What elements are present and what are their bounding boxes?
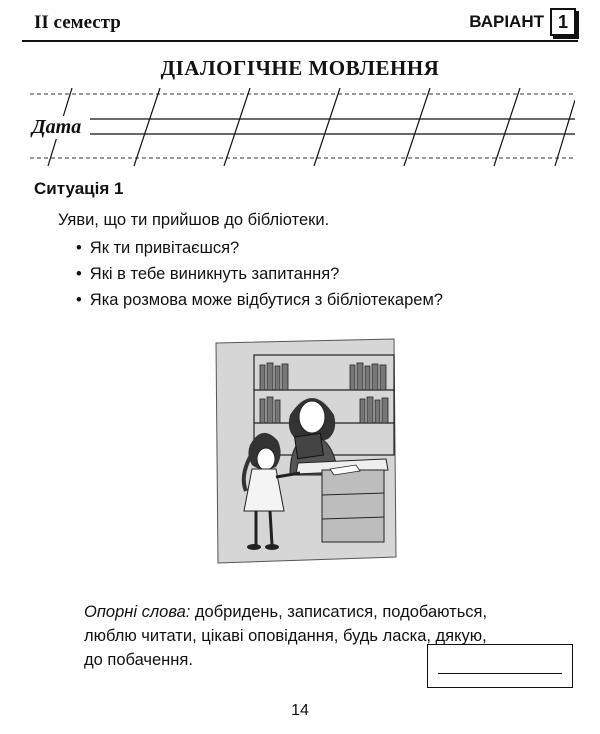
situation-intro: Уяви, що ти прийшов до бібліотеки. <box>58 211 330 229</box>
header-rule <box>22 40 578 42</box>
keywords-text: добридень, записатися, подобаються, люблю читати, цікаві оповідання, будь ласка, дякую, до побачення. <box>84 603 488 669</box>
answer-box[interactable] <box>427 644 573 688</box>
variant-label: ВАРІАНТ <box>469 12 544 31</box>
handwriting-lines <box>30 88 575 168</box>
question-item: • Які в тебе виникнуть запитання? <box>76 263 443 289</box>
answer-line <box>438 673 562 674</box>
librarian-girl-illustration <box>210 335 400 570</box>
situation-heading: Ситуація 1 <box>34 179 124 198</box>
variant-badge <box>469 8 576 36</box>
question-item: • Як ти привітаєшся? <box>76 237 443 263</box>
date-label: Дата <box>32 116 85 139</box>
variant-number: 1 <box>550 8 576 36</box>
question-list <box>76 237 443 315</box>
page-number: 14 <box>291 702 309 719</box>
question-item: • Яка розмова може відбутися з бібліотекарем? <box>76 289 443 315</box>
keywords-label: Опорні слова: <box>84 603 191 621</box>
page-title: ДІАЛОГІЧНЕ МОВЛЕННЯ <box>160 56 440 80</box>
semester-label: II семестр <box>34 12 121 33</box>
